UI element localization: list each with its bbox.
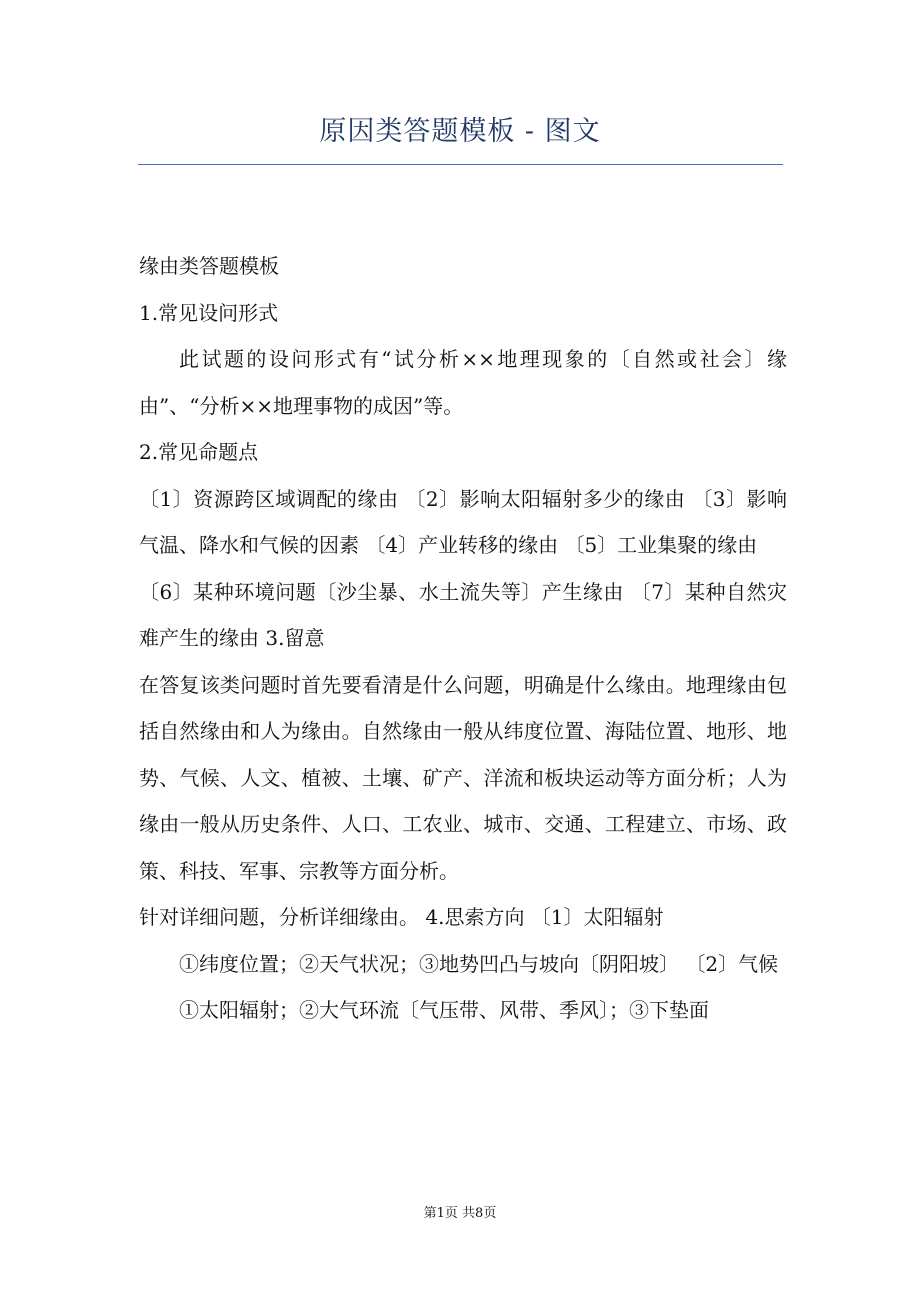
paragraph-section-1: 1.常见设问形式 bbox=[139, 300, 279, 325]
page-title: 原因类答题模板 - 图文 bbox=[319, 116, 601, 147]
paragraph-section-2: 2.常见命题点 bbox=[139, 440, 259, 464]
paragraph-topics-2: 〔6〕某种环境问题〔沙尘暴、水土流失等〕产生缘由 〔7〕某种自然灾难产生的缘由 3.留意 bbox=[139, 579, 787, 650]
paragraph-directions: 针对详细问题，分析详细缘由。 4.思索方向 〔1〕太阳辐射 bbox=[139, 905, 664, 929]
paragraph-attention: 在答复该类问题时首先要看清是什么问题，明确是什么缘由。地理缘由包括自然缘由和人为缘由。自然缘由一般从纬度位置、海陆位置、地形、地势、气候、人文、植被、土壤、矿产、洋流和板块运动等方面分析；人为缘由一般从历史条件、人口、工农业、城市、交通、工程建立、市场、政策、科技、军事、宗教等方面分析。 bbox=[139, 672, 787, 883]
title-divider bbox=[138, 164, 783, 165]
page-footer: 第1页 共8页 bbox=[423, 1206, 497, 1221]
paragraph-climate-factors: ①太阳辐射；②大气环流〔气压带、风带、季风〕；③下垫面 bbox=[179, 998, 709, 1022]
paragraph-radiation-factors: ①纬度位置；②天气状况；③地势凹凸与坡向〔阴阳坡〕 〔2〕气候 bbox=[179, 951, 779, 976]
paragraph-heading: 缘由类答题模板 bbox=[139, 254, 279, 278]
paragraph-question-forms: 此试题的设问形式有“试分析××地理现象的〔自然或社会〕缘由”、“分析××地理事物的成因”等。 bbox=[139, 347, 787, 418]
paragraph-topics-1: 〔1〕资源跨区域调配的缘由 〔2〕影响太阳辐射多少的缘由 〔3〕影响气温、降水和气候的因素 〔4〕产业转移的缘由 〔5〕工业集聚的缘由 bbox=[139, 486, 787, 557]
document-body bbox=[139, 243, 787, 1034]
